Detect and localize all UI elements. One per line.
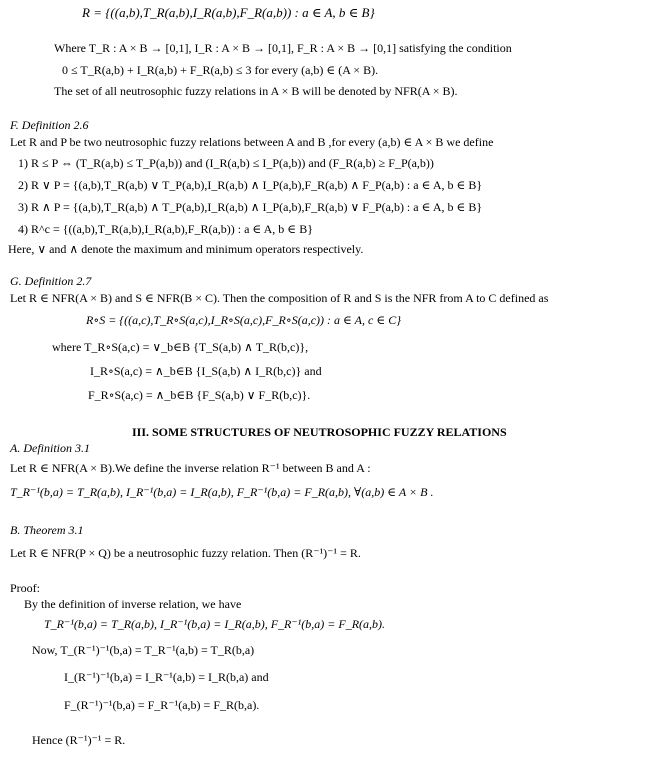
heading-theorem-3-1: B. Theorem 3.1 [10,523,84,537]
equation-def26-item3: 3) R ∧ P = {(a,b),T_R(a,b) ∧ T_P(a,b),I_R(a,b) ∧ I_P(a,b),F_R(a,b) ∨ F_P(a,b) : a ∈ A, b ∈ B} [18,200,483,214]
section-heading-iii: III. SOME STRUCTURES OF NEUTROSOPHIC FUZZY RELATIONS [132,425,507,439]
text-def27-intro: Let R ∈ NFR(A × B) and S ∈ NFR(B × C). Then the composition of R and S is the NFR from A to C defined as [10,291,549,305]
equation-def26-item4: 4) R^c = {((a,b),T_R(a,b),I_R(a,b),F_R(a,b)) : a ∈ A, b ∈ B} [18,222,313,236]
equation-inverse-relation: T_R⁻¹(b,a) = T_R(a,b), I_R⁻¹(b,a) = I_R(a,b), F_R⁻¹(b,a) = F_R(a,b), ∀(a,b) ∈ A × B . [10,485,434,499]
equation-condition: 0 ≤ T_R(a,b) + I_R(a,b) + F_R(a,b) ≤ 3 for every (a,b) ∈ (A × B). [62,63,379,77]
equation-proof-f: F_(R⁻¹)⁻¹(b,a) = F_R⁻¹(a,b) = F_R(b,a). [64,698,260,712]
text-proof-conclusion: Hence (R⁻¹)⁻¹ = R. [32,733,126,747]
text-operators-note: Here, ∨ and ∧ denote the maximum and minimum operators respectively. [8,242,364,256]
heading-definition-2-7: G. Definition 2.7 [10,274,92,288]
equation-composition-i: I_R∘S(a,c) = ∧_b∈B {I_S(a,b) ∧ I_R(b,c)} and [90,364,322,378]
heading-definition-3-1: A. Definition 3.1 [10,441,90,455]
equation-proof-definitions: T_R⁻¹(b,a) = T_R(a,b), I_R⁻¹(b,a) = I_R(a,b), F_R⁻¹(b,a) = F_R(a,b). [44,617,386,631]
text-nfr-set: The set of all neutrosophic fuzzy relations in A × B will be denoted by NFR(A × B). [54,84,458,98]
equation-proof-t: Now, T_(R⁻¹)⁻¹(b,a) = T_R⁻¹(a,b) = T_R(b,a) [32,643,255,657]
text-def31-intro: Let R ∈ NFR(A × B).We define the inverse relation R⁻¹ between B and A : [10,461,371,475]
equation-def26-item1: 1) R ≤ P ⇔ (T_R(a,b) ≤ T_P(a,b)) and (I_R(a,b) ≤ I_P(a,b)) and (F_R(a,b) ≥ F_P(a,b)) [18,156,434,170]
text-def26-intro: Let R and P be two neutrosophic fuzzy relations between A and B ,for every (a,b) ∈ A × B we define [10,135,494,149]
equation-composition-t: where T_R∘S(a,c) = ∨_b∈B {T_S(a,b) ∧ T_R(b,c)}, [52,340,309,354]
equation-composition: R∘S = {((a,c),T_R∘S(a,c),I_R∘S(a,c),F_R∘S(a,c)) : a ∈ A, c ∈ C} [86,313,402,327]
heading-proof: Proof: [10,581,40,595]
equation-composition-f: F_R∘S(a,c) = ∧_b∈B {F_S(a,b) ∨ F_R(b,c)}. [88,388,311,402]
heading-definition-2-6: F. Definition 2.6 [10,118,89,132]
equation-def26-item2: 2) R ∨ P = {(a,b),T_R(a,b) ∨ T_P(a,b),I_R(a,b) ∧ I_P(a,b),F_R(a,b) ∧ F_P(a,b) : a ∈ A, b ∈ B} [18,178,483,192]
equation-relation-r: R = {((a,b),T_R(a,b),I_R(a,b),F_R(a,b)) : a ∈ A, b ∈ B} [82,5,375,20]
equation-proof-i: I_(R⁻¹)⁻¹(b,a) = I_R⁻¹(a,b) = I_R(b,a) and [64,670,269,684]
text-proof-intro: By the definition of inverse relation, we have [24,597,242,611]
text-where-membership: Where T_R : A × B → [0,1], I_R : A × B → [0,1], F_R : A × B → [0,1] satisfying the condition [54,41,512,55]
text-theorem31-statement: Let R ∈ NFR(P × Q) be a neutrosophic fuzzy relation. Then (R⁻¹)⁻¹ = R. [10,546,361,560]
